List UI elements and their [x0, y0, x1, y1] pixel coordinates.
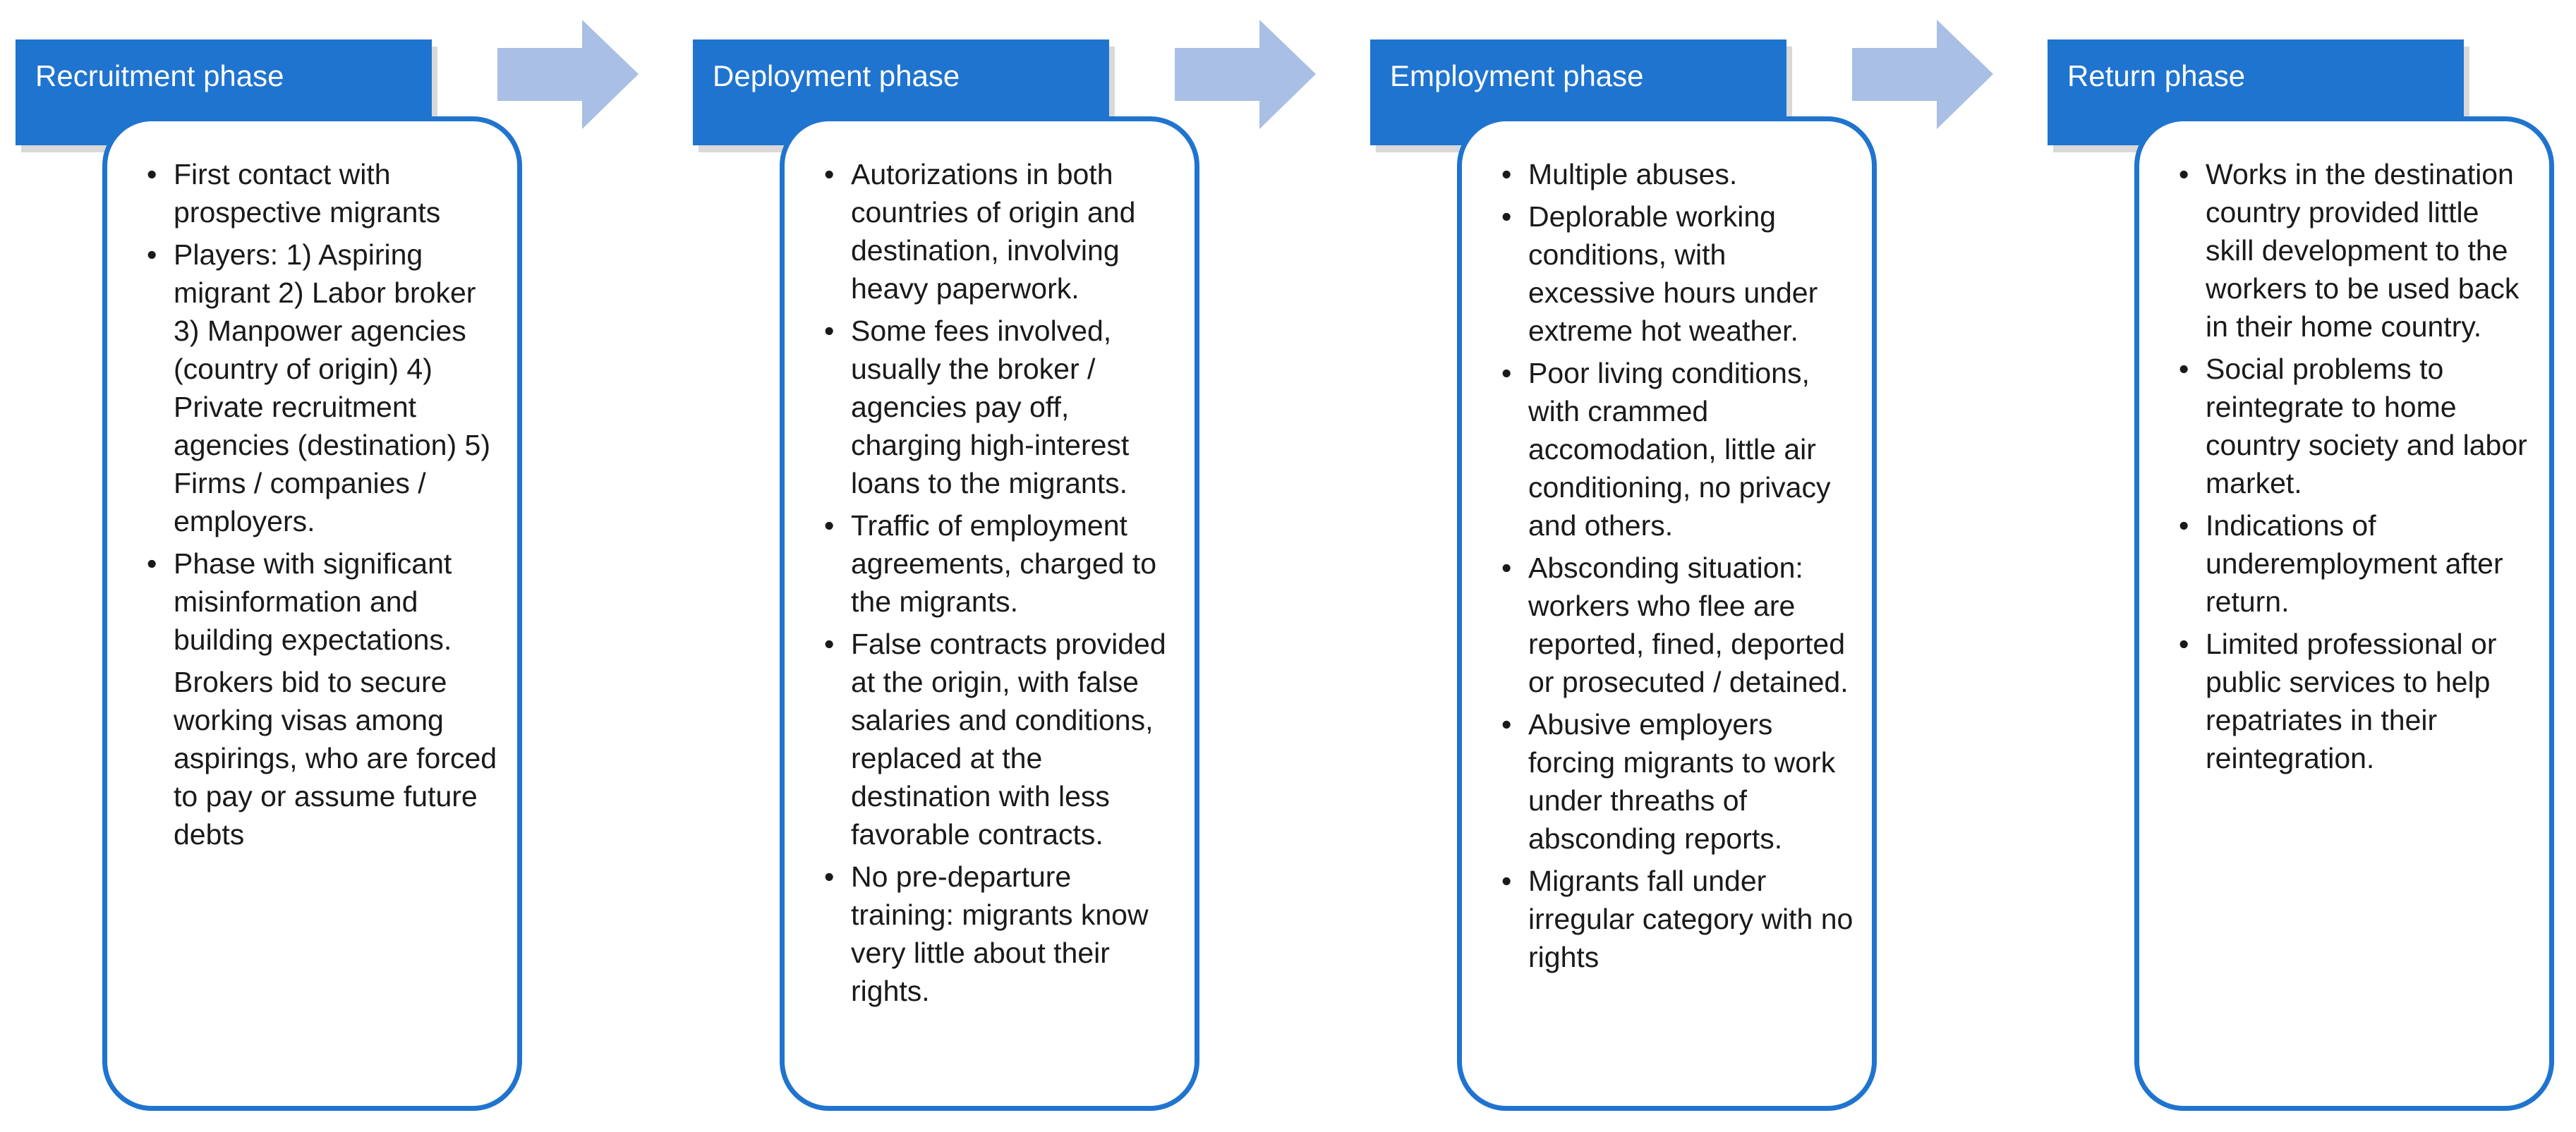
phase-item	[824, 625, 1180, 853]
phase-item-text: Autorizations in both countries of origin and destination, involving heavy paperwork.	[851, 158, 1136, 305]
phase-item	[2179, 506, 2535, 621]
phase-item	[147, 236, 503, 540]
phase-item	[2179, 155, 2535, 346]
phase-item-text: Deplorable working conditions, with excessive hours under extreme hot weather.	[1528, 200, 1818, 347]
bullet-icon: •	[147, 158, 157, 190]
phase-item-text: Players: 1) Aspiring migrant 2) Labor broker 3) Manpower agencies (country of origin) 4) Private recruitment agencies (destination) 5) Firms / companies / employers.	[174, 238, 490, 537]
phase-item-text: Phase with significant misinformation and building expectations.	[174, 547, 452, 656]
phase-item	[1501, 354, 1858, 544]
phase-item-text: Multiple abuses.	[1528, 158, 1738, 190]
bullet-icon: •	[1501, 158, 1512, 190]
phase-item	[147, 155, 503, 231]
bullet-icon: •	[147, 238, 157, 271]
bullet-icon: •	[1501, 200, 1512, 233]
phase-item	[2179, 350, 2535, 502]
bullet-icon: •	[824, 860, 835, 893]
bullet-icon: •	[824, 628, 835, 660]
bullet-icon: •	[824, 315, 835, 347]
arrow-shape	[1175, 20, 1316, 129]
flow-arrow-icon	[1852, 20, 1993, 129]
phase-title: Recruitment phase	[35, 59, 284, 92]
phase-item	[2179, 625, 2535, 777]
bullet-icon: •	[1501, 357, 1512, 389]
phase-item-text: Traffic of employment agreements, charged to the migrants.	[851, 509, 1157, 618]
phase-item	[824, 506, 1180, 621]
phase-item	[1501, 549, 1858, 701]
bullet-icon: •	[2179, 509, 2189, 542]
phase-title: Deployment phase	[713, 59, 960, 92]
bullet-icon: •	[824, 158, 835, 190]
phase-item	[1501, 862, 1858, 976]
phase-item-list	[147, 155, 503, 853]
phase-item	[1501, 155, 1858, 193]
phase-card	[1457, 116, 1877, 1111]
phase-item	[824, 155, 1180, 308]
bullet-icon: •	[2179, 158, 2189, 190]
phase-item-text: Social problems to reintegrate to home country society and labor market.	[2206, 353, 2527, 499]
phase-title: Return phase	[2067, 59, 2246, 92]
phase-item-text: No pre-departure training: migrants know very little about their rights.	[851, 860, 1149, 1007]
phase-item-text: Brokers bid to secure working visas among aspirings, who are forced to pay or assume future debts	[174, 666, 497, 851]
arrow-shape	[1852, 20, 1993, 129]
phase-item-text: Migrants fall under irregular category with no rights	[1528, 865, 1854, 973]
phase-item	[824, 312, 1180, 502]
phase-item-text: Works in the destination country provided little skill development to the workers to be used back in their home country.	[2206, 158, 2520, 343]
phase-card	[2134, 116, 2554, 1111]
phase-item-list	[824, 155, 1180, 1010]
phase-item	[1501, 705, 1858, 858]
bullet-icon: •	[1501, 708, 1512, 741]
flow-arrow-icon	[497, 20, 639, 129]
bullet-icon: •	[2179, 628, 2189, 660]
phase-item-text: First contact with prospective migrants	[174, 158, 441, 229]
phase-item-text: Abusive employers forcing migrants to work under threaths of absconding reports.	[1528, 708, 1836, 855]
phase-item-text: Limited professional or public services to help repatriates in their reintegration.	[2206, 628, 2497, 774]
phase-item-text: Poor living conditions, with crammed accomodation, little air conditioning, no privacy and others.	[1528, 357, 1831, 542]
phase-return	[2032, 0, 2576, 1132]
phase-title: Employment phase	[1390, 59, 1644, 92]
phase-item	[1501, 197, 1858, 350]
phase-item-text: False contracts provided at the origin, with false salaries and conditions, replaced at the destination with less favorable contracts.	[851, 628, 1166, 851]
phase-item-list	[1501, 155, 1858, 976]
phase-item	[147, 663, 503, 853]
phase-item	[147, 544, 503, 659]
arrow-shape	[497, 20, 639, 129]
phase-card	[780, 116, 1199, 1111]
phase-item-list	[2179, 155, 2535, 777]
bullet-icon: •	[1501, 552, 1512, 584]
phase-item-text: Absconding situation: workers who flee are reported, fined, deported or prosecuted / detained.	[1528, 552, 1849, 698]
phase-item-text: Indications of underemployment after return.	[2206, 509, 2503, 618]
bullet-icon: •	[2179, 353, 2189, 385]
phase-item-text: Some fees involved, usually the broker / agencies pay off, charging high-interest loans to the migrants.	[851, 315, 1130, 499]
bullet-icon: •	[824, 509, 835, 542]
flow-arrow-icon	[1175, 20, 1316, 129]
phase-item	[824, 858, 1180, 1010]
bullet-icon: •	[147, 547, 157, 580]
phase-card	[102, 116, 522, 1111]
bullet-icon: •	[1501, 865, 1512, 897]
